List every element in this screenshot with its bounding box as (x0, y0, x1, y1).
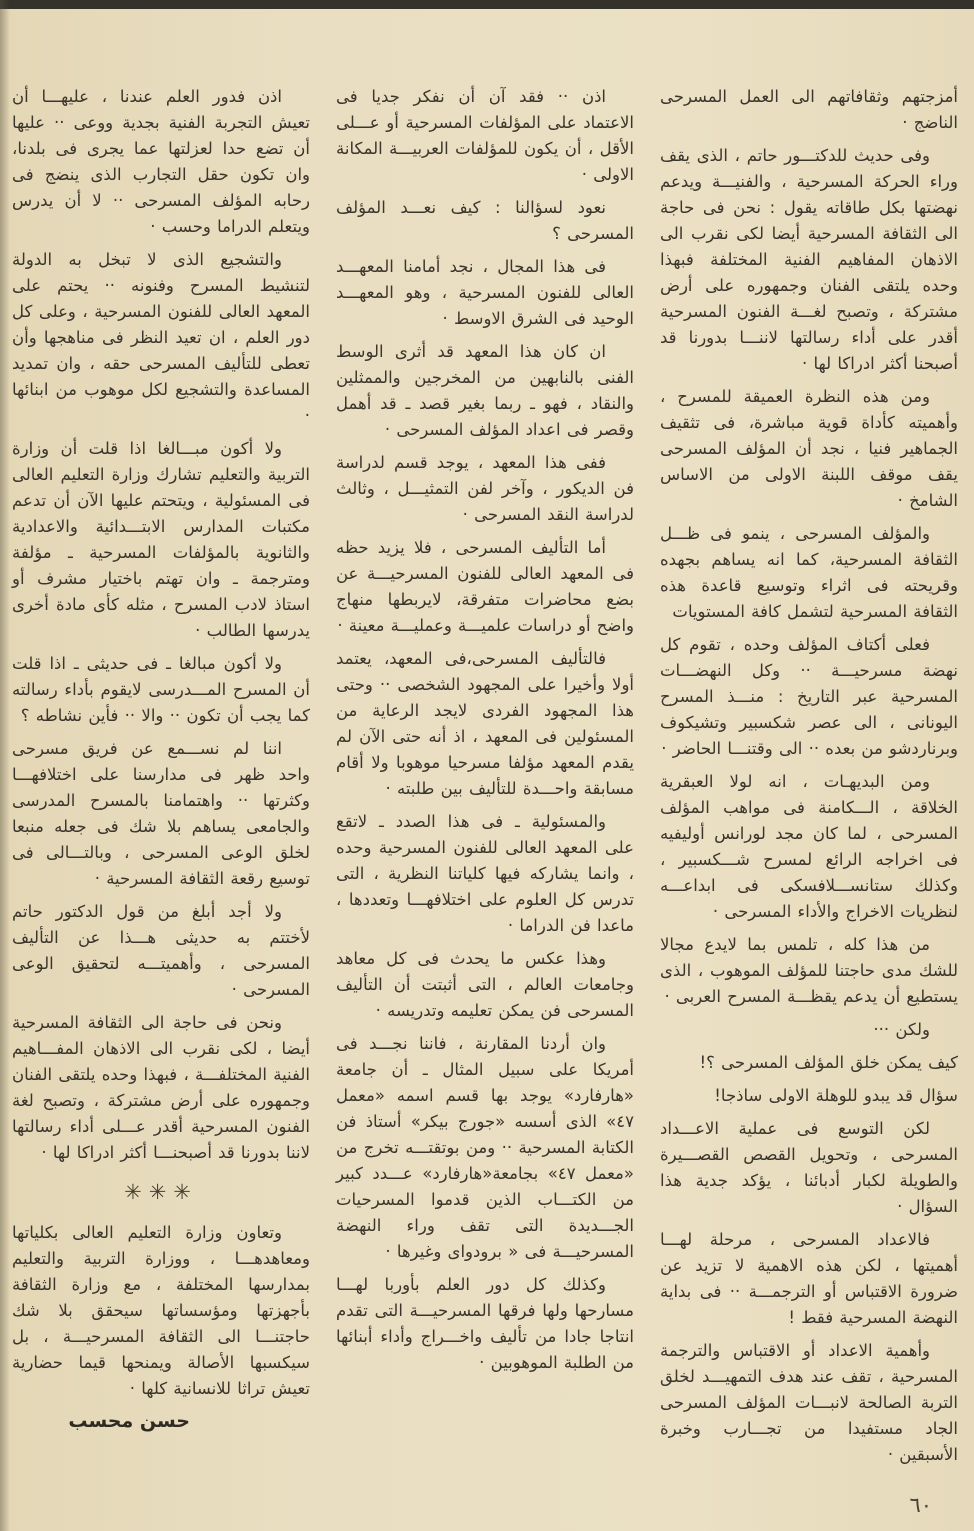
paragraph: ولا أكون مبالغا ـ فى حديثى ـ اذا قلت أن المسرح المـــدرسى لايقوم بأداء رسالته كما يجب أن تكون ·· والا ·· فأين نشاطه ؟ (12, 654, 310, 725)
paragraph: وكذلك كل دور العلم بأوربا لهـــا مسارحها ولها فرقها المسرحيـــة التى تقدم انتاجا جادا من تأليف واخـــراج وأداء أبنائها من الطلبة الموهوبين · (336, 1275, 634, 1372)
author-signature: حسن محسب (68, 1410, 190, 1432)
paragraph: والمسئولية ـ فى هذا الصدد ـ لاتقع على المعهد العالى للفنون المسرحية وحده ، وانما يشاركه فيها كلياتنا النظرية ، التى تدرس كل العلوم على اختلافهـــا وتعددها ، ماعدا فن الدراما · (336, 812, 634, 935)
paragraph: نعود لسؤالنا : كيف نعـــد المؤلف المسرحى ؟ (336, 198, 634, 243)
paragraph: أمزجتهم وثقافاتهم الى العمل المسرحى الناضج · (660, 87, 958, 132)
paragraph: فالاعداد المسرحى ، مرحلة لهـــا أهميتها ، لكن هذه الاهمية لا تزيد عن ضرورة الاقتباس أو الترجمـــة ·· فى بداية النهضة المسرحية فقط ! (660, 1230, 958, 1327)
paragraph: ونحن فى حاجة الى الثقافة المسرحية أيضا ، لكى نقرب الى الاذهان المفـــاهيم الفنية المختلفـــة ، فبهذا وحده يلتقى الفنان وجمهوره على أرض مشتركة ، وتصبح لغة الفنون المسرحية أقدر عـــلى أداء رسالتها لاننا بدورنا قد أصبحنـــا أكثر ادراكا لها · (12, 1013, 310, 1162)
paragraph: ففى هذا المعهد ، يوجد قسم لدراسة فن الديكور ، وآخر لفن التمثيـــل ، وثالث لدراسة النقد المسرحى · (336, 453, 634, 524)
paragraph: كيف يمكن خلق المؤلف المسرحى ؟! (699, 1053, 958, 1072)
paragraph: فالتأليف المسرحى،فى المعهد، يعتمد أولا وأخيرا على المجهود الشخصى ·· وحتى هذا المجهود الفردى لايجد الرعاية من المسئولين فى المعهد ، اذ أنه حتى الآن لم يقدم المعهد مؤلفا مسرحيا موهوبا ولا أقام مسابقة واحـــدة للتأليف بين طلبته · (336, 649, 634, 798)
column-left (12, 84, 310, 1475)
article-columns (12, 84, 958, 1475)
paragraph: وان أردنا المقارنة ، فاننا نجـــد فى أمريكا على سبيل المثال ـ أن جامعة «هارفارد» يوجد بها قسم اسمه «معمل ٤٧» الذى أسسه «جورج بيكر» أستاذ فن الكتابة المسرحية ·· ومن بوتقتـــه تخرج من «معمل ٤٧» بجامعة«هارفارد» عـــدد كبير من الكتـــاب الذين قدموا المسرحيات الجـــديدة التى تقف وراء النهضة المسرحيـــة فى « برودواى وغيرها · (336, 1034, 634, 1261)
column-right (660, 84, 958, 1475)
paragraph: اذن فدور العلم عندنا ، عليهـــا أن تعيش التجربة الفنية بجدية ووعى ·· عليها أن تضع حدا لعزلتها عما يجرى فى بلدنا، وان تكون حقل التجارب الذى ينضج فى رحابه المؤلف المسرحى ·· لا أن يدرس ويتعلم الدراما وحسب · (12, 87, 310, 236)
page-number: ٦٠ (909, 1493, 932, 1517)
paragraph: وفى حديث للدكتـــور حاتم ، الذى يقف وراء الحركة المسرحية ، والفنيـــة ويدعم نهضتها بكل طاقاته يقول : نحن فى حاجة الى الثقافة المسرحية أيضا لكى نقرب الى الاذهان المفاهيم الفنية المختلفة فبهذا وحده يلتقى الفنان وجمهوره على أرض مشتركة ، وتصبح لغـــة الفنون المسرحية أقدر على أداء رسالتها لاننـــا بدورنا قد أصبحنا أكثر ادراكا لها · (660, 146, 958, 373)
paragraph: ان كان هذا المعهد قد أثرى الوسط الفنى بالنابهين من المخرجين والممثلين والنقاد ، فهو ـ ربما بغير قصد ـ قد أهمل وقصر فى اعداد المؤلف المسرحى · (336, 342, 634, 439)
paragraph: ومن البديهـات ، انه لولا العبقرية الخلاقة ، الـــكامنة فى مواهب المؤلف المسرحى ، لما كان مجد لورانس أوليفيه فى اخراجه الرائع لمسرح شـــكسبير ، وكذلك ستانســـلافسكى فى ابداعـــه لنظريات الاخراج والأداء المسرحى · (660, 772, 958, 921)
paragraph: والتشجيع الذى لا تبخل به الدولة لتنشيط المسرح وفنونه ·· يحتم على المعهد العالى للفنون المسرحية ، وعلى كل دور العلم ، ان تعيد النظر فى مناهجها وأن تعطى للتأليف المسرحى حقه ، وان تمديد المساعدة والتشجيع لكل موهوب من ابنائها · (12, 250, 310, 425)
paragraph: فعلى أكتاف المؤلف وحده ، تقوم كل نهضة مسرحيـــة ·· وكل النهضـــات المسرحية عبر التاريخ : منـــذ المسرح اليونانى ، الى عصر شكسبير وتشيكوف وبرناردشو من بعده ·· الى وقتنـــا الحاضر · (660, 635, 958, 758)
paragraph: ولكن ··· (873, 1020, 930, 1039)
section-divider-stars: ✳✳✳ (124, 1180, 198, 1204)
paragraph: وتعاون وزارة التعليم العالى بكلياتها ومعاهدهـــا ، ووزارة التربية والتعليم بمدارسها المختلفة ، مع وزارة الثقافة بأجهزتها ومؤسساتها سيحقق بلا شك حاجتنـــا الى الثقافة المسرحيـــة ، بل سيكسبها الأصالة ويمنحها قيما حضارية تعيش تراثا للانسانية كلها · (12, 1223, 310, 1398)
paragraph: وأهمية الاعداد أو الاقتباس والترجمة المسرحية ، تقف عند هدف التمهيـــد لخلق التربة الصالحة لانبـــات المؤلف المسرحى الجاد مستفيدا من تجـــارب وخبرة الأسبقين · (660, 1341, 958, 1464)
paragraph: أما التأليف المسرحى ، فلا يزيد حظه فى المعهد العالى للفنون المسرحيـــة عن بضع محاضرات متفرقة، لايربطها منهاج واضح أو دراسات علميـــة وعمليـــة معينة · (336, 538, 634, 635)
paragraph: سؤال قد يبدو للوهلة الاولى ساذجا! (714, 1086, 958, 1105)
paragraph: فى هذا المجال ، نجد أمامنا المعهـــد العالى للفنون المسرحية ، وهو المعهـــد الوحيد فى الشرق الاوسط · (336, 257, 634, 328)
paragraph: ومن هذه النظرة العميقة للمسرح ، وأهميته كأداة قوية مباشرة، فى تثقيف الجماهير فنيا ، نجد أن المؤلف المسرحى يقف موقف اللبنة الاولى من الاساس الشامخ · (660, 387, 958, 510)
paragraph: ولا أكون مبـــالغا اذا قلت أن وزارة التربية والتعليم تشارك وزارة التعليم العالى فى المسئولية ، ويتحتم عليها الآن أن تدعم مكتبات المدارس الابتـــدائية والاعدادية والثانوية بالمؤلفات المسرحية ـ مؤلفة ومترجمة ـ وان تهتم باختيار مشرف أو استاذ لادب المسرح ، مثله كأى مادة أخرى يدرسها الطالب · (12, 439, 310, 640)
paragraph: ولا أجد أبلغ من قول الدكتور حاتم لأختتم به حديثى هـــذا عن التأليف المسرحى ، وأهميتـــه لتحقيق الوعى المسرحى · (12, 902, 310, 999)
paragraph: وهذا عكس ما يحدث فى كل معاهد وجامعات العالم ، التى أثبتت أن التأليف المسرحى فن يمكن تعليمه وتدريسه · (336, 949, 634, 1020)
paragraph: لكن التوسع فى عملية الاعـــداد المسرحى ، وتحويل القصص القصـــيرة والطويلة لكبار أدبائنا ، يؤكد جدية هذا السؤال · (660, 1119, 958, 1216)
paragraph: اننا لم نســـمع عن فريق مسرحى واحد ظهر فى مدارسنا على اختلافهـــا وكثرتها ·· واهتمامنا بالمسرح المدرسى والجامعى يساهم بلا شك فى جعله منبعا لخلق الوعى المسرحى ، وبالتـــالى فى توسيع رقعة الثقافة المسرحية · (12, 739, 310, 888)
paragraph: والمؤلف المسرحى ، ينمو فى ظـــل الثقافة المسرحية، كما انه يساهم بجهده وقريحته فى اثراء وتوسيع قاعدة هذه الثقافة المسرحية لتشمل كافة المستويات (660, 524, 958, 621)
scan-top-edge (0, 0, 974, 9)
paragraph: من هذا كله ، تلمس بما لايدع مجالا للشك مدى حاجتنا للمؤلف الموهوب ، الذى يستطيع أن يدعم يقظـــة المسرح العربى · (660, 935, 958, 1006)
scan-left-edge-shadow (0, 0, 10, 1531)
column-middle (336, 84, 634, 1475)
paragraph: اذن ·· فقد آن أن نفكر جديا فى الاعتماد على المؤلفات المسرحية أو عـــلى الأقل ، أن يكون للمؤلفات العربيـــة المكانة الاولى · (336, 87, 634, 184)
